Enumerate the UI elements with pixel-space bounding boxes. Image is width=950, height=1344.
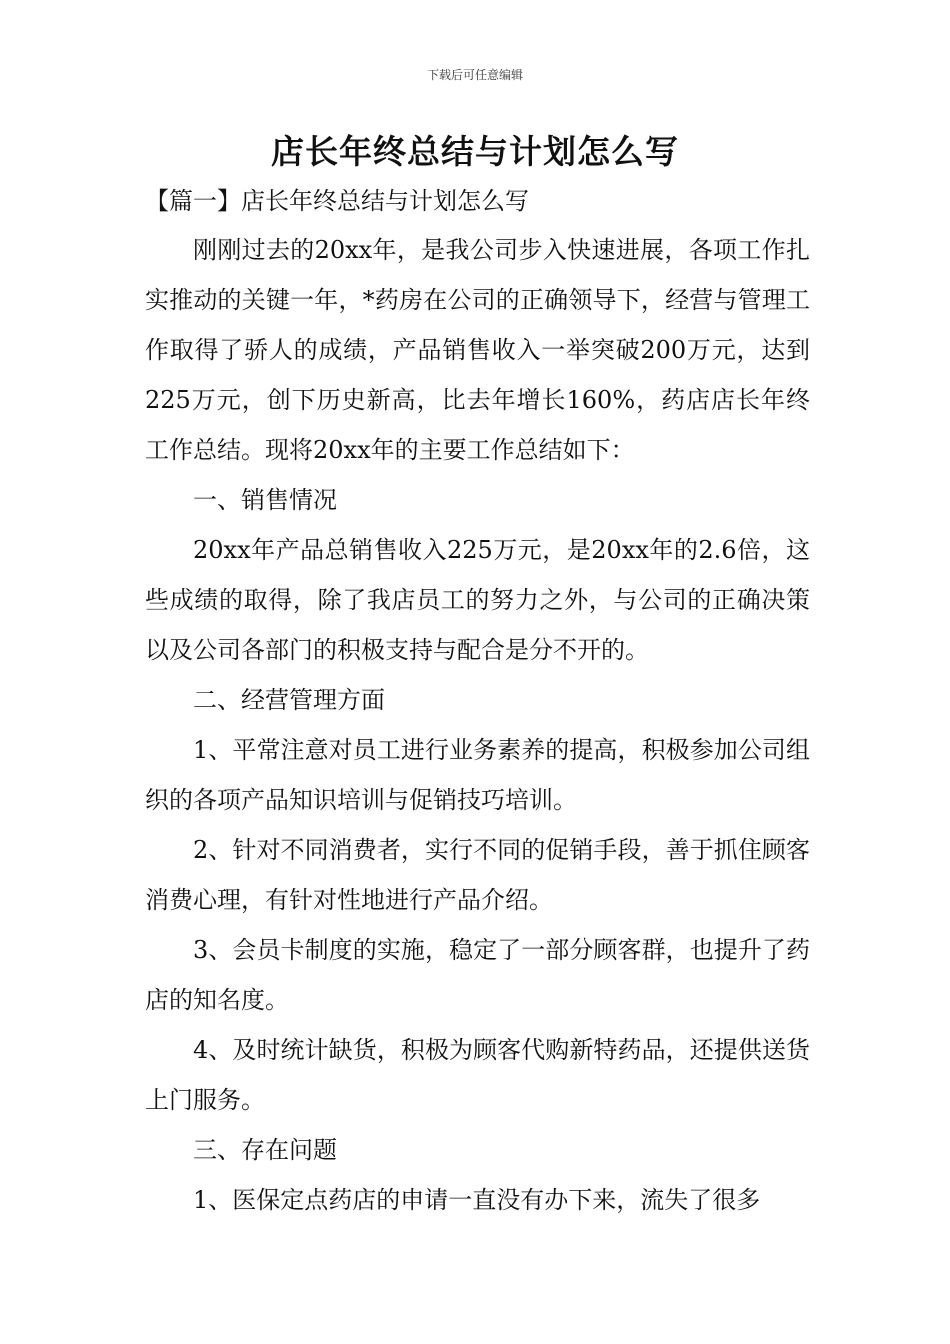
paragraph-problems-1: 1、医保定点药店的申请一直没有办下来，流失了很多	[193, 1186, 761, 1214]
paragraph-management-4: 4、及时统计缺货，积极为顾客代购新特药品，还提供送货上门服务。	[145, 1036, 810, 1114]
heading-sales: 一、销售情况	[193, 486, 337, 514]
paragraph-sales: 20xx年产品总销售收入225万元，是20xx年的2.6倍，这些成绩的取得，除了我店员工的努力之外，与公司的正确决策以及公司各部门的积极支持与配合是分不开的。	[145, 536, 810, 664]
document-body	[145, 225, 810, 1225]
paragraph-intro: 刚刚过去的20xx年，是我公司步入快速进展，各项工作扎实推动的关键一年，*药房在公司的正确领导下，经营与管理工作取得了骄人的成绩，产品销售收入一举突破200万元，达到225万元，创下历史新高，比去年增长160%，药店店长年终工作总结。现将20xx年的主要工作总结如下：	[145, 236, 810, 464]
paragraph-management-3: 3、会员卡制度的实施，稳定了一部分顾客群，也提升了药店的知名度。	[145, 936, 810, 1014]
document-title: 店长年终总结与计划怎么写	[271, 132, 679, 171]
heading-management: 二、经营管理方面	[193, 686, 385, 714]
section-label: 【篇一】店长年终总结与计划怎么写	[145, 187, 529, 215]
page-header-note: 下载后可任意编辑	[426, 68, 523, 82]
heading-problems: 三、存在问题	[193, 1136, 337, 1164]
paragraph-management-1: 1、平常注意对员工进行业务素养的提高，积极参加公司组织的各项产品知识培训与促销技巧培训。	[145, 736, 810, 814]
paragraph-management-2: 2、针对不同消费者，实行不同的促销手段，善于抓住顾客消费心理，有针对性地进行产品介绍。	[145, 836, 810, 914]
